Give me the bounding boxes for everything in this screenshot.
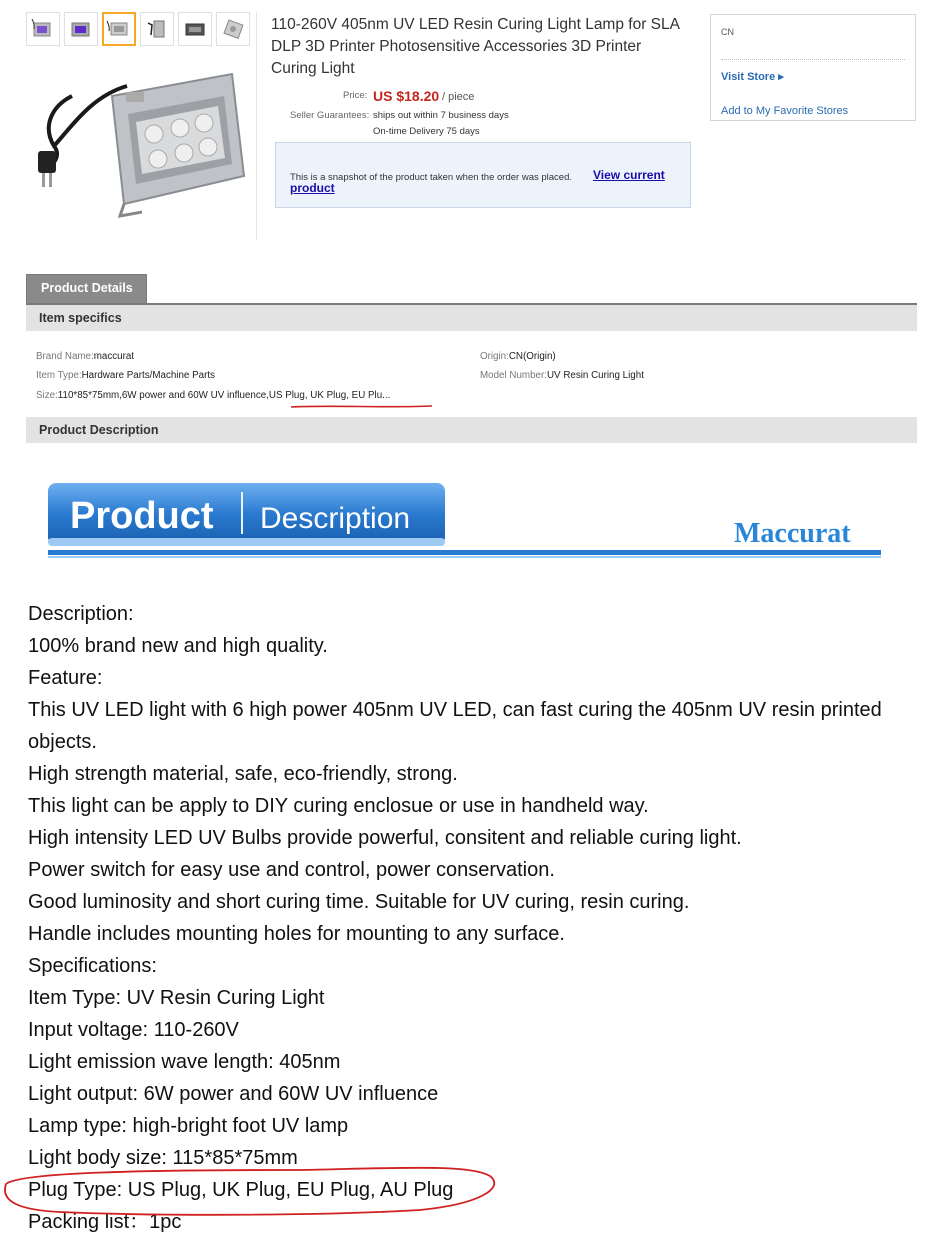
product-description-header: Product Description xyxy=(26,417,917,443)
product-title: 110-260V 405nm UV LED Resin Curing Light Lamp for SLA DLP 3D Printer Photosensitive Accessories 3D Printer Curing Light xyxy=(271,16,680,77)
guarantee-delivery: On-time Delivery 75 days xyxy=(373,126,480,137)
spec-size-label: Size: xyxy=(36,390,58,401)
banner-word-product: Product xyxy=(70,495,214,537)
desc-line: This UV LED light with 6 high power 405nm UV LED, can fast curing the 405nm UV resin printed objects. xyxy=(28,699,882,753)
spec-size-plug: US Plug, UK Plug, EU Plu... xyxy=(268,390,391,401)
item-specifics-header: Item specifics xyxy=(26,305,917,331)
thumbnail-6[interactable] xyxy=(216,12,250,46)
view-current-product-link-cont[interactable]: product xyxy=(290,181,335,195)
banner-brand: Maccurat xyxy=(734,518,851,549)
desc-line: 100% brand new and high quality. xyxy=(28,635,328,657)
product-gallery xyxy=(26,12,257,240)
spec-brand-value: maccurat xyxy=(93,351,135,362)
desc-line: High intensity LED UV Bulbs provide powerful, consitent and reliable curing light. xyxy=(28,827,742,849)
store-country: CN xyxy=(721,27,734,37)
visit-store-link[interactable]: Visit Store ▸ xyxy=(721,71,784,83)
desc-line: Lamp type: high-bright foot UV lamp xyxy=(28,1115,349,1137)
desc-line: Specifications: xyxy=(28,955,157,977)
spec-model-value: UV Resin Curing Light xyxy=(546,370,644,381)
product-description-banner xyxy=(48,480,881,562)
desc-line: Light body size: 115*85*75mm xyxy=(28,1147,298,1169)
desc-line: Packing list：1pc xyxy=(28,1211,182,1233)
thumbnail-3-selected[interactable] xyxy=(102,12,136,46)
desc-line: Input voltage: 110-260V xyxy=(28,1019,239,1041)
thumbnail-1[interactable] xyxy=(26,12,60,46)
spec-origin xyxy=(480,351,556,362)
thumbnail-strip xyxy=(26,12,256,48)
spec-brand-label: Brand Name: xyxy=(36,351,94,362)
price-unit: / piece xyxy=(442,91,475,103)
price-value: US $18.20 xyxy=(373,88,440,104)
desc-line: Handle includes mounting holes for mounting to any surface. xyxy=(28,923,565,945)
spec-item-type-value: Hardware Parts/Machine Parts xyxy=(81,370,215,381)
thumbnail-2[interactable] xyxy=(64,12,98,46)
desc-line: High strength material, safe, eco-friendly, strong. xyxy=(28,763,458,785)
desc-line: Power switch for easy use and control, power conservation. xyxy=(28,859,555,881)
desc-line: Item Type: UV Resin Curing Light xyxy=(28,987,325,1009)
spec-item-type xyxy=(36,370,215,381)
view-current-product-link[interactable]: View current xyxy=(593,168,665,182)
tab-product-details[interactable]: Product Details xyxy=(26,274,147,303)
add-favorite-store-link[interactable]: Add to My Favorite Stores xyxy=(721,105,849,117)
desc-line: Feature: xyxy=(28,667,103,689)
desc-line: This light can be apply to DIY curing enclosue or use in handheld way. xyxy=(28,795,649,817)
snapshot-notice xyxy=(275,142,691,208)
product-main-image xyxy=(32,56,252,226)
guarantee-label: Seller Guarantees: xyxy=(290,110,370,121)
guarantee-shipping: ships out within 7 business days xyxy=(373,110,509,121)
store-info-box xyxy=(710,14,916,121)
spec-origin-label: Origin: xyxy=(480,351,509,362)
thumbnail-4[interactable] xyxy=(140,12,174,46)
spec-size xyxy=(36,390,390,401)
spec-model-label: Model Number: xyxy=(480,370,547,381)
spec-model xyxy=(480,370,644,381)
thumbnail-5[interactable] xyxy=(178,12,212,46)
annotation-underline xyxy=(290,404,433,409)
snapshot-text: This is a snapshot of the product taken when the order was placed. xyxy=(290,172,572,183)
spec-item-type-label: Item Type: xyxy=(36,370,82,381)
price-label: Price: xyxy=(343,90,368,101)
desc-line: Description: xyxy=(28,603,134,625)
annotation-circle xyxy=(0,1160,500,1216)
spec-size-value: 110*85*75mm,6W power and 60W UV influence, xyxy=(57,390,269,401)
spec-origin-value: CN(Origin) xyxy=(508,351,556,362)
desc-line: Light output: 6W power and 60W UV influence xyxy=(28,1083,439,1105)
description-text xyxy=(28,598,918,1238)
divider xyxy=(721,59,905,60)
desc-line: Light emission wave length: 405nm xyxy=(28,1051,341,1073)
banner-word-description: Description xyxy=(260,502,411,535)
desc-line-plug-type: Plug Type: US Plug, UK Plug, EU Plug, AU Plug xyxy=(28,1179,454,1201)
spec-brand xyxy=(36,351,134,362)
desc-line: Good luminosity and short curing time. Suitable for UV curing, resin curing. xyxy=(28,891,690,913)
